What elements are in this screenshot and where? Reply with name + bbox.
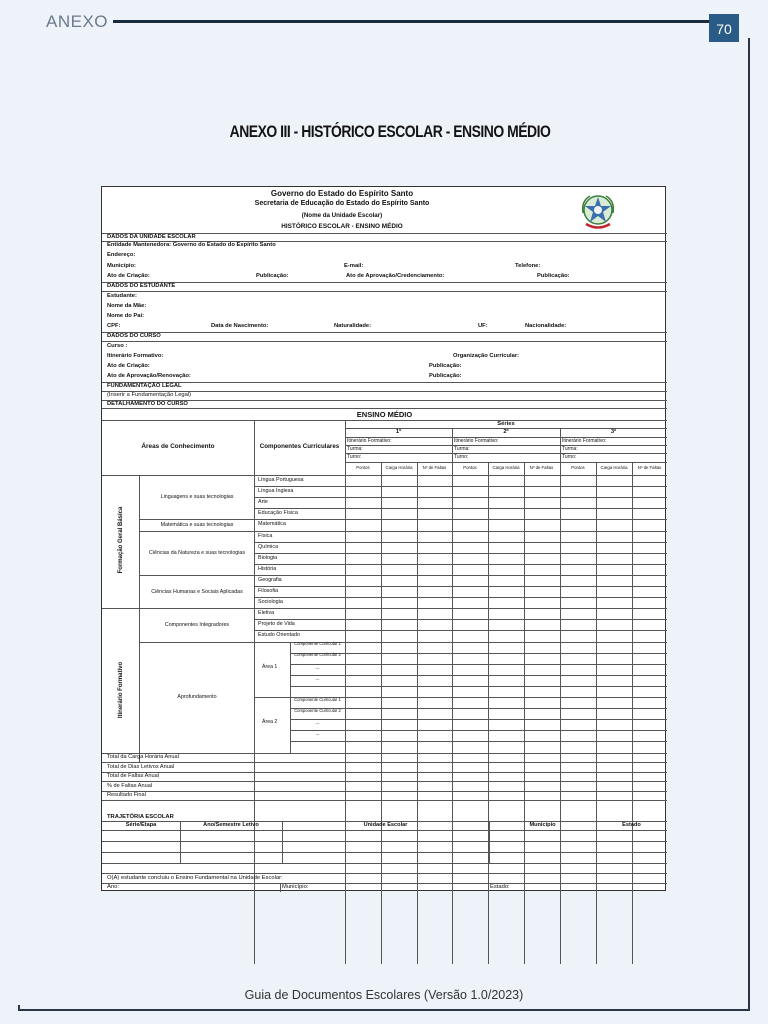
rule <box>452 453 560 454</box>
mae-label: Nome da Mãe: <box>107 303 147 309</box>
serie-itinerario: Itinerário Formativo: <box>562 438 607 444</box>
rule <box>140 575 254 576</box>
area-conhecimento: Ciências da Natureza e suas tecnologias <box>149 549 245 556</box>
ensino-medio-header: ENSINO MÉDIO <box>356 410 413 419</box>
telefone-label: Telefone: <box>515 263 541 269</box>
itinerario-label: Itinerário Formativo: <box>107 353 164 359</box>
rule <box>102 781 667 782</box>
componente: Biologia <box>258 554 278 561</box>
componente-aprofundamento: Componente Curricular 2 <box>294 652 341 658</box>
unit-name: (Nome da Unidade Escolar) <box>301 212 383 219</box>
rule <box>102 791 667 792</box>
trajetoria-header: TRAJETÓRIA ESCOLAR <box>107 814 174 820</box>
col-faltas: Nº de Faltas <box>637 465 662 470</box>
rule <box>452 445 560 446</box>
rule <box>345 453 452 454</box>
componente: Estudo Orientado <box>258 632 300 639</box>
historico-form <box>101 186 666 891</box>
page-title: ANEXO III - HISTÓRICO ESCOLAR - ENSINO MÉDIO <box>229 122 551 141</box>
email-label: E-mail: <box>344 263 364 269</box>
publicacao-curso-label: Publicação: <box>429 363 462 369</box>
componente: História <box>258 565 277 572</box>
componente: Filosofia <box>258 588 279 594</box>
rule <box>102 852 667 853</box>
naturalidade-label: Naturalidade: <box>334 323 372 329</box>
rule <box>140 531 254 532</box>
serie-turno: Turno: <box>454 454 469 460</box>
publicacao-label: Publicação: <box>256 273 289 279</box>
rule <box>254 586 667 587</box>
componentes-header: Componentes Curriculares <box>259 443 340 450</box>
rule <box>596 462 597 964</box>
rule <box>254 630 667 631</box>
rule <box>381 462 382 964</box>
dados-unidade-header: DADOS DA UNIDADE ESCOLAR <box>107 234 196 240</box>
fgb-label: Formação Geral Básica <box>118 506 124 574</box>
componente: Projeto de Vida <box>258 621 295 628</box>
rule <box>290 664 667 665</box>
componente: Física <box>258 532 273 539</box>
total-row: Total de Faltas Anual <box>107 773 159 779</box>
serie-turma: Turma: <box>562 446 578 452</box>
serie-3: 3ª <box>610 429 617 435</box>
pai-label: Nome do Pai: <box>107 313 145 319</box>
serie-itinerario: Itinerário Formativo: <box>454 438 499 444</box>
rule <box>290 642 291 698</box>
componente: Eletiva <box>258 610 275 617</box>
rule <box>254 553 667 554</box>
rule <box>254 575 667 576</box>
rule <box>290 741 667 742</box>
rule <box>290 697 291 753</box>
rule <box>254 497 667 498</box>
area-conhecimento: Linguagens e suas tecnologias <box>160 494 234 501</box>
ato-renovacao-label: Ato de Aprovação/Renovação: <box>107 373 191 379</box>
dados-estudante-header: DADOS DO ESTUDANTE <box>107 283 176 289</box>
ano-label: Ano: <box>107 884 119 890</box>
rule <box>102 841 667 842</box>
nacionalidade-label: Nacionalidade: <box>525 323 567 329</box>
rule <box>290 653 667 654</box>
col-carga: Carga Horária <box>600 465 628 470</box>
rule <box>254 531 667 532</box>
trajetoria-col: Série/Etapa <box>125 822 157 828</box>
rule <box>290 686 667 687</box>
rule <box>290 675 667 676</box>
publicacao-label-2: Publicação: <box>537 273 570 279</box>
header-rule <box>113 20 710 23</box>
municipio-label: Município: <box>107 263 136 269</box>
state-emblem-icon <box>578 191 618 231</box>
area-conhecimento: Matemática e suas tecnologias <box>160 521 234 528</box>
rule <box>102 762 667 763</box>
col-pontos: Pontos <box>356 465 370 470</box>
rule <box>140 519 254 520</box>
sec-title: Secretaria de Educação do Estado do Espírito Santo <box>254 200 430 207</box>
rule <box>254 486 667 487</box>
componente-aprofundamento: ... <box>315 664 320 671</box>
rule <box>488 883 489 892</box>
area-label: Área 2 <box>262 719 278 725</box>
area-conhecimento: Ciências Humanas e Sociais Aplicadas <box>151 588 243 595</box>
trajetoria-col: Ano/Semestre Letivo <box>203 822 259 828</box>
col-pontos: Pontos <box>571 465 585 470</box>
componente-aprofundamento: ... <box>315 731 320 738</box>
componente: Educação Física <box>258 510 298 517</box>
bottom-border <box>18 1009 750 1011</box>
fundamentacao-header: FUNDAMENTAÇÃO LEGAL <box>107 383 182 389</box>
ato-criacao-label: Ato de Criação: <box>107 273 150 279</box>
nascimento-label: Data de Nascimento: <box>211 323 269 329</box>
section-label: ANEXO <box>46 12 109 31</box>
col-faltas: Nº de Faltas <box>422 465 447 470</box>
serie-turno: Turno: <box>562 454 577 460</box>
rule <box>102 863 667 864</box>
municipio-concluiu-label: Município: <box>282 884 309 890</box>
serie-1: 1ª <box>395 429 402 435</box>
area-aprofundamento: Aprofundamento <box>177 694 217 700</box>
componente: Língua Inglesa <box>258 488 294 495</box>
rule <box>102 883 667 884</box>
estudante-label: Estudante: <box>107 293 137 299</box>
trajetoria-col: Unidade Escolar <box>363 822 408 828</box>
col-carga: Carga Horária <box>492 465 520 470</box>
organizacao-label: Organização Curricular: <box>453 353 520 359</box>
trajetoria-col: Estado <box>622 822 641 828</box>
endereco-label: Endereço: <box>107 252 136 258</box>
bottom-left-tick <box>18 1005 20 1011</box>
rule <box>560 445 667 446</box>
gov-title: Governo do Estado do Espírito Santo <box>270 189 414 198</box>
serie-turno: Turno: <box>347 454 362 460</box>
rule <box>180 821 181 863</box>
ato-aprovacao-label: Ato de Aprovação/Credenciamento: <box>346 273 445 279</box>
rule <box>140 642 254 643</box>
rule <box>282 821 283 863</box>
uf-label: UF: <box>478 323 488 329</box>
componente-aprofundamento: ... <box>315 675 320 682</box>
serie-2: 2ª <box>503 429 509 435</box>
componente: Matemática <box>258 521 286 528</box>
area-conhecimento: Componentes Integradores <box>164 621 230 628</box>
rule <box>254 542 667 543</box>
col-pontos: Pontos <box>463 465 477 470</box>
serie-itinerario: Itinerário Formativo: <box>347 438 392 444</box>
componente-aprofundamento: Componente Curricular 1 <box>294 641 341 646</box>
rule <box>632 462 633 964</box>
rule <box>560 453 667 454</box>
rule <box>254 597 667 598</box>
rule <box>254 508 667 509</box>
page-number: 70 <box>709 14 739 42</box>
componente: Língua Portuguesa <box>258 477 304 483</box>
detalhamento-header: DETALHAMENTO DO CURSO <box>107 401 188 407</box>
ato-criacao-curso-label: Ato de Criação: <box>107 363 150 369</box>
rule <box>102 873 667 874</box>
areas-header: Áreas de Conhecimento <box>141 443 215 450</box>
rule <box>254 564 667 565</box>
rule <box>102 608 254 609</box>
rule <box>254 519 667 520</box>
trajetoria-col: Município <box>529 822 556 828</box>
rule <box>102 772 667 773</box>
col-carga: Carga Horária <box>385 465 413 470</box>
concluiu-text: O(A) estudante concluiu o Ensino Fundamental na Unidade Escolar: <box>107 875 283 881</box>
page-footer: Guia de Documentos Escolares (Versão 1.0/2023) <box>244 988 524 1002</box>
estado-concluiu-label: Estado: <box>490 884 510 890</box>
componente: Química <box>258 543 279 550</box>
rule <box>102 753 667 754</box>
rule <box>290 730 667 731</box>
rule <box>345 445 452 446</box>
rule <box>290 719 667 720</box>
dados-curso-header: DADOS DO CURSO <box>107 333 161 339</box>
rule <box>290 708 667 709</box>
total-row: Total de Dias Letivos Anual <box>107 763 175 770</box>
rule <box>417 462 418 964</box>
total-row: Resultado Final <box>107 792 146 798</box>
rule <box>254 619 667 620</box>
inserir-fundamentacao: (Inserir a Fundamentação Legal) <box>107 392 192 398</box>
componente: Geografia <box>258 576 282 583</box>
area-label: Área 1 <box>262 663 278 670</box>
rule <box>280 883 281 892</box>
entidade-label: Entidade Mantenedora: Governo do Estado do Espírito Santo <box>107 242 276 248</box>
col-faltas: Nº de Faltas <box>529 465 554 470</box>
rule <box>102 800 667 801</box>
right-border <box>748 38 750 1010</box>
total-row: % de Faltas Anual <box>107 782 153 789</box>
itinerario-formativo-label: Itinerário Formativo <box>118 661 124 719</box>
publicacao-renov-label: Publicação: <box>429 373 462 379</box>
cpf-label: CPF: <box>107 323 121 329</box>
componente: Sociologia <box>258 599 283 606</box>
rule <box>254 608 667 609</box>
serie-turma: Turma: <box>347 446 363 452</box>
total-row: Total da Carga Horária Anual <box>107 754 179 760</box>
componente-aprofundamento: Componente Curricular 1 <box>294 696 341 702</box>
serie-turma: Turma: <box>454 446 470 452</box>
rule <box>489 821 490 863</box>
series-header: Séries <box>497 421 515 427</box>
rule <box>596 821 597 863</box>
componente-aprofundamento: ... <box>315 720 320 727</box>
curso-label: Curso : <box>107 343 128 349</box>
componente-aprofundamento: Componente Curricular 2 <box>294 707 341 713</box>
rule <box>102 830 667 831</box>
hist-title: HISTÓRICO ESCOLAR - ENSINO MÉDIO <box>281 223 403 230</box>
componente: Arte <box>258 499 268 506</box>
rule <box>524 462 525 964</box>
